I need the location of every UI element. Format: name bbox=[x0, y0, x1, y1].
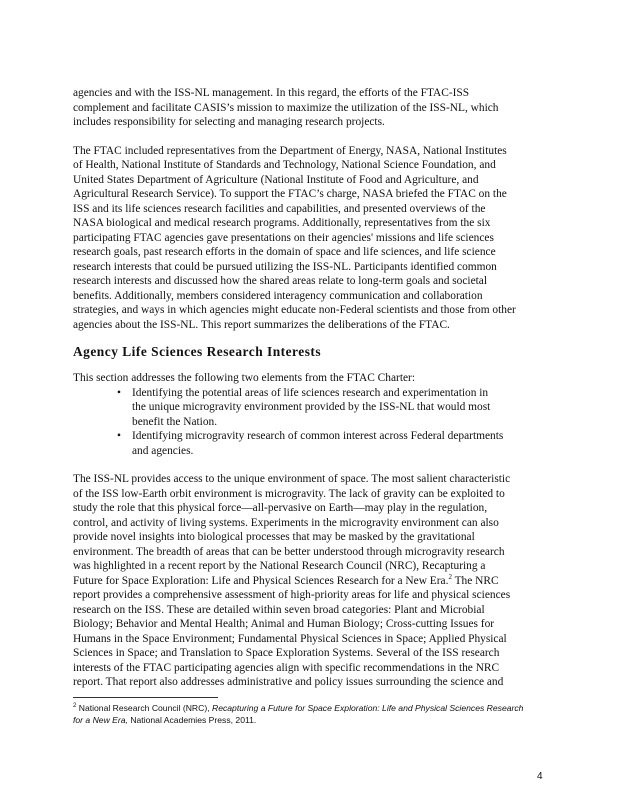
footnote bbox=[73, 702, 553, 726]
footnote-mark: 2 bbox=[73, 703, 77, 710]
text-line: environment. The breadth of areas that can be better understood through microgravity research bbox=[73, 545, 505, 558]
list-item bbox=[73, 386, 545, 430]
text-line: research on the ISS. These are detailed within seven broad categories: Plant and Microbial bbox=[73, 603, 485, 616]
footnote-text: National Research Council (NRC), bbox=[76, 703, 212, 713]
text-line: report. That report also addresses administrative and policy issues surrounding the science and bbox=[73, 676, 504, 688]
text-line: Sciences in Space; and Translation to Space Exploration Systems. Several of the ISS research bbox=[73, 647, 500, 659]
section-heading: Agency Life Sciences Research Interests bbox=[73, 344, 322, 359]
text-line: United States Department of Agriculture (National Institute of Food and Agriculture, and bbox=[73, 173, 479, 186]
text-line: study the role that this physical force—all-pervasive on Earth—may play in the regulation, bbox=[73, 502, 488, 514]
text-line: of Health, National Institute of Standards and Technology, National Science Foundation, and bbox=[73, 159, 496, 171]
section-intro: This section addresses the following two elements from the FTAC Charter: bbox=[73, 372, 416, 384]
text-line-with-footnote bbox=[73, 574, 545, 589]
text-line: benefit the Nation. bbox=[132, 415, 218, 428]
text-line: and agencies. bbox=[132, 444, 194, 457]
footnote-line bbox=[73, 702, 553, 714]
paragraph-ftac-iss-role bbox=[73, 86, 545, 130]
footnote-reference[interactable]: 2 bbox=[448, 572, 452, 581]
text-line: Biology; Behavior and Mental Health; Animal and Human Biology; Cross-cutting Issues for bbox=[73, 618, 495, 630]
text-line: Humans in the Space Environment; Fundamental Physical Sciences in Space; Applied Physical bbox=[73, 632, 507, 645]
text-line: The ISS-NL provides access to the unique environment of space. The most salient characteristic bbox=[73, 473, 511, 485]
text-line: was highlighted in a recent report by the National Research Council (NRC), Recapturing a bbox=[73, 560, 486, 572]
charter-elements-list bbox=[73, 386, 545, 459]
text-line: the unique microgravity environment provided by the ISS-NL that would most bbox=[132, 401, 491, 413]
paragraph-iss-nl-microgravity bbox=[73, 472, 545, 690]
bullet-icon: • bbox=[117, 386, 121, 399]
text-line: benefits. Additionally, members considered interagency communication and collaboration bbox=[73, 289, 483, 302]
nrc-report-title: Future for Space Exploration: Life and Physical Sciences Research for a New Era. bbox=[73, 574, 449, 587]
page-number: 4 bbox=[537, 771, 543, 782]
text-line: NASA biological and medical research programs. Additionally, representatives from the six bbox=[73, 217, 491, 229]
text-line: research interests and discussed how the shared areas relate to long-term goals and societal bbox=[73, 275, 488, 287]
text-line: agencies and with the ISS-NL management. In this regard, the efforts of the FTAC-ISS bbox=[73, 87, 470, 99]
text-line: research goals, past research efforts in the domain of space and life sciences, and life science bbox=[73, 246, 496, 258]
text-line: strategies, and ways in which agencies might educate non-Federal scientists and those from other bbox=[73, 304, 516, 316]
text-line: Identifying microgravity research of common interest across Federal departments bbox=[132, 430, 504, 442]
text-line: Identifying the potential areas of life sciences research and experimentation in bbox=[132, 386, 489, 399]
footnote-text: National Academies Press, 2011. bbox=[127, 715, 257, 725]
text-line: control, and activity of living systems. Experiments in the microgravity environment can also bbox=[73, 516, 499, 529]
list-item bbox=[73, 429, 545, 458]
footnote-title: Recapturing a Future for Space Exploration: Life and Physical Sciences Research bbox=[211, 703, 524, 713]
text-line: of the ISS low-Earth orbit environment is microgravity. The lack of gravity can be exploited to bbox=[73, 487, 505, 500]
text-line: ISS and its life sciences research facilities and capabilities, and presented overviews of the bbox=[73, 202, 486, 215]
text-line: report provides a comprehensive assessment of high-priority areas for life and physical sciences bbox=[73, 589, 511, 601]
footnote-line bbox=[73, 714, 553, 726]
text-line: provide novel insights into biological processes that may be masked by the gravitational bbox=[73, 531, 475, 543]
text-line: complement and facilitate CASIS’s mission to maximize the utilization of the ISS-NL, which bbox=[73, 101, 499, 114]
footnote-divider bbox=[73, 697, 218, 698]
text-line: participating FTAC agencies gave presentations on their agencies' missions and life sciences bbox=[73, 231, 494, 244]
footnote-title: for a New Era, bbox=[73, 715, 128, 725]
text-line: The FTAC included representatives from the Department of Energy, NASA, National Institutes bbox=[73, 144, 507, 157]
text-fragment: The NRC bbox=[451, 574, 499, 587]
text-line: agencies about the ISS-NL. This report summarizes the deliberations of the FTAC. bbox=[73, 318, 450, 331]
bullet-icon: • bbox=[117, 430, 121, 442]
text-line: includes responsibility for selecting and managing research projects. bbox=[73, 116, 385, 128]
paragraph-ftac-representatives bbox=[73, 144, 545, 333]
text-line: research interests that could be pursued utilizing the ISS-NL. Participants identified common bbox=[73, 260, 497, 273]
text-line: Agricultural Research Service). To support the FTAC’s charge, NASA briefed the FTAC on the bbox=[73, 188, 507, 200]
text-line: interests of the FTAC participating agencies align with specific recommendations in the NRC bbox=[73, 661, 500, 674]
page-body bbox=[73, 86, 545, 690]
